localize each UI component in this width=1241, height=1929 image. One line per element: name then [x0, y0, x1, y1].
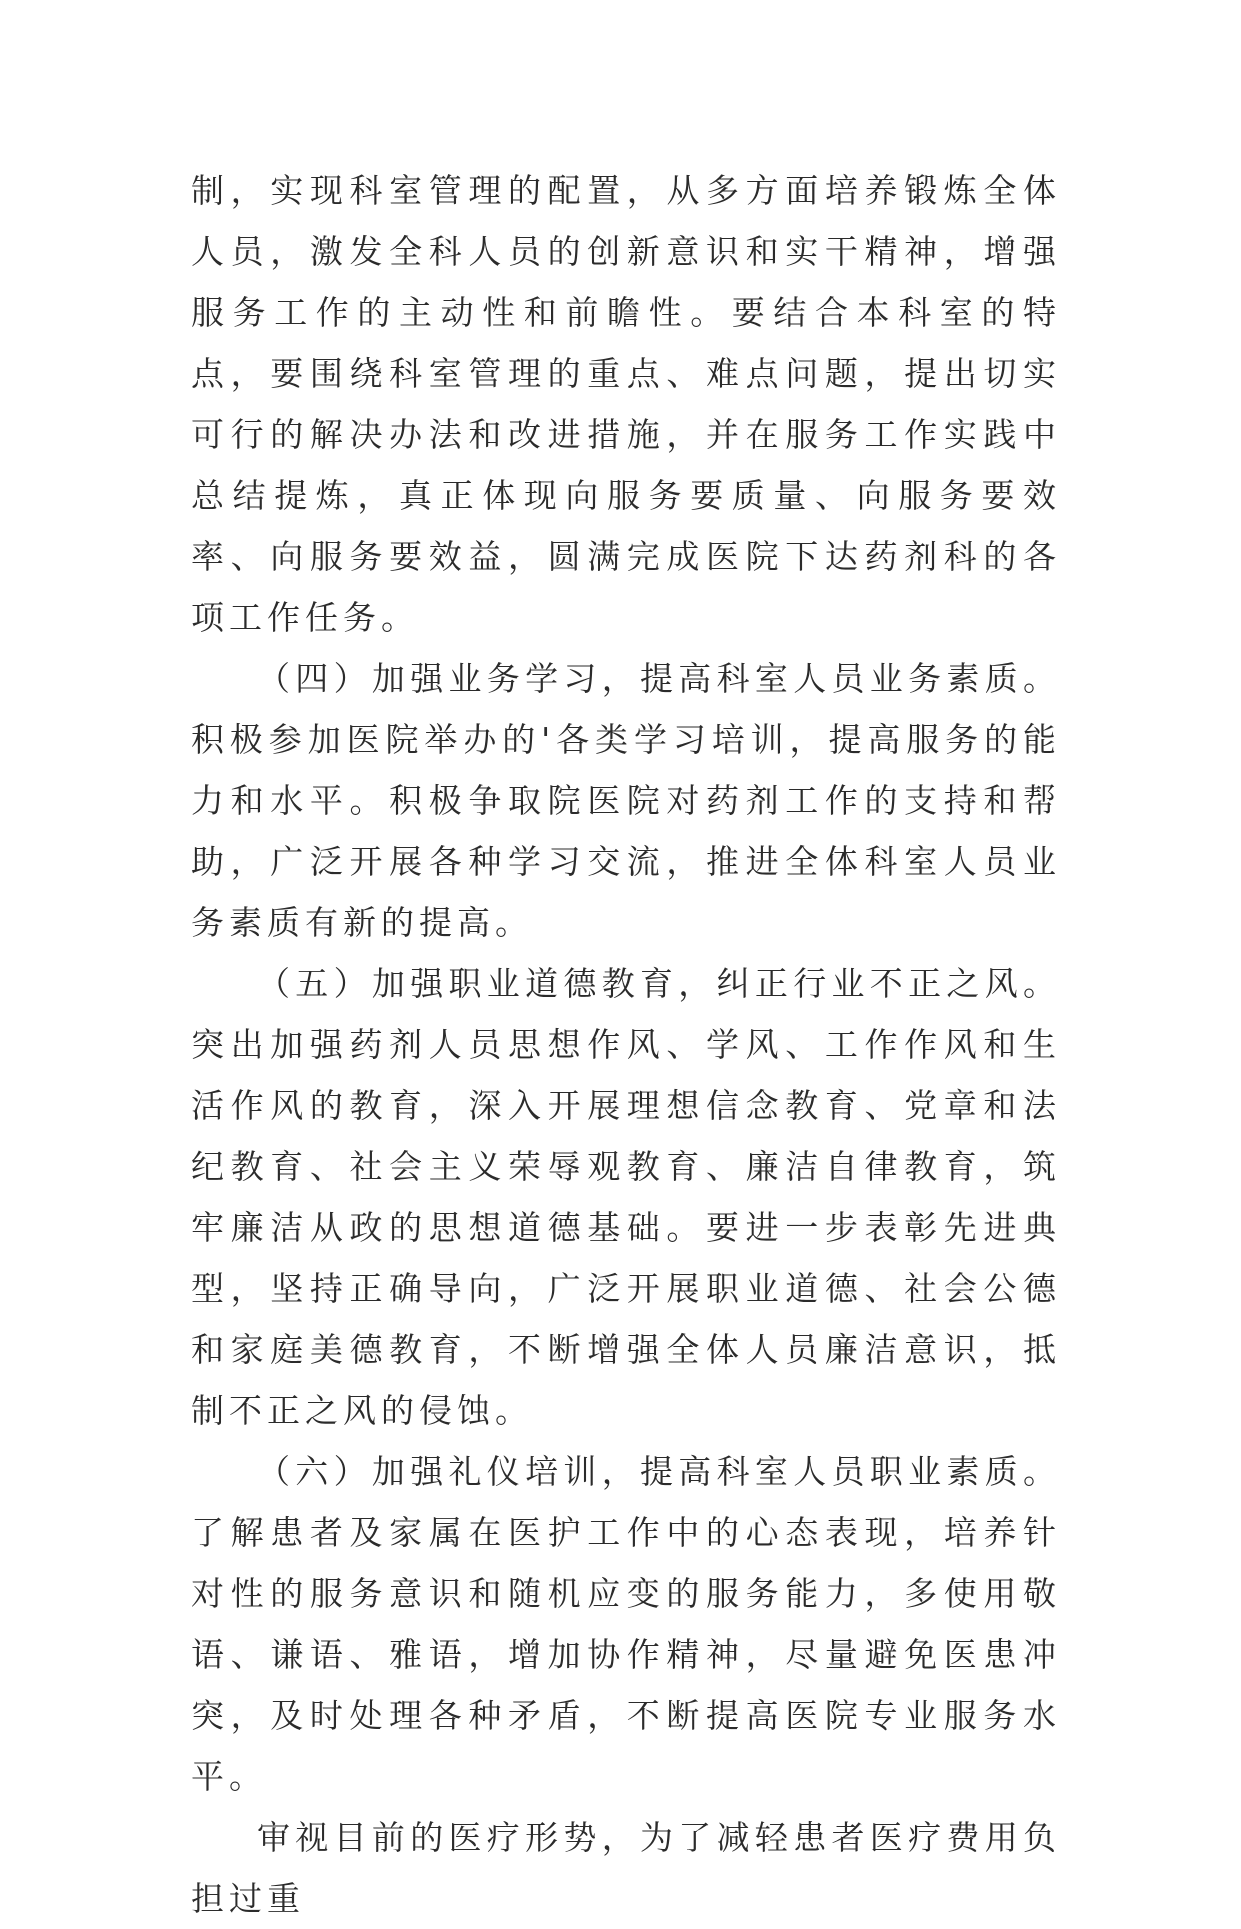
paragraph-section-5: （五）加强职业道德教育，纠正行业不正之风。突出加强药剂人员思想作风、学风、工作作风和生活作风的教育，深入开展理想信念教育、党章和法纪教育、社会主义荣辱观教育、廉洁自律教育，筑牢廉洁从政的思想道德基础。要进一步表彰先进典型，坚持正确导向，广泛开展职业道德、社会公德和家庭美德教育，不断增强全体人员廉洁意识，抵制不正之风的侵蚀。 — [191, 964, 1061, 1430]
paragraph-section-6: （六）加强礼仪培训，提高科室人员职业素质。了解患者及家属在医护工作中的心态表现，培养针对性的服务意识和随机应变的服务能力，多使用敬语、谦语、雅语，增加协作精神，尽量避免医患冲突，及时处理各种矛盾，不断提高医院专业服务水平。 — [191, 1452, 1061, 1796]
paragraph-closing: 审视目前的医疗形势，为了减轻患者医疗费用负担过重 — [191, 1818, 1061, 1918]
document-body — [191, 160, 1061, 1929]
paragraph-continuation: 制，实现科室管理的配置，从多方面培养锻炼全体人员，激发全科人员的创新意识和实干精神，增强服务工作的主动性和前瞻性。要结合本科室的特点，要围绕科室管理的重点、难点问题，提出切实可行的解决办法和改进措施，并在服务工作实践中总结提炼，真正体现向服务要质量、向服务要效率、向服务要效益，圆满完成医院下达药剂科的各项工作任务。 — [191, 171, 1061, 637]
paragraph-section-4: （四）加强业务学习，提高科室人员业务素质。积极参加医院举办的'各类学习培训，提高服务的能力和水平。积极争取院医院对药剂工作的支持和帮助，广泛开展各种学习交流，推进全体科室人员业务素质有新的提高。 — [191, 659, 1061, 942]
